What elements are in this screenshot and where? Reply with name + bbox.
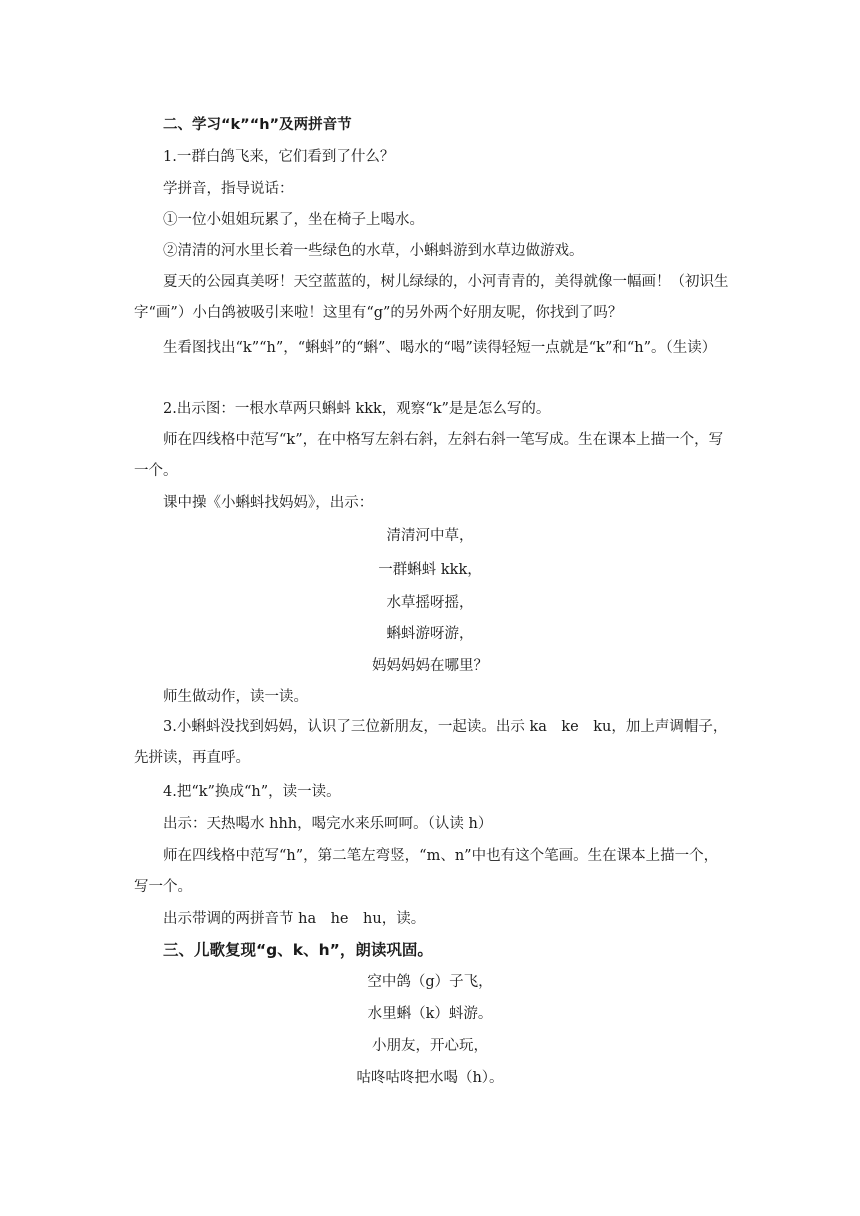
text-line: 出示：天热喝水 hhh，喝完水来乐呵呵。（认读 h） <box>163 816 493 832</box>
poem-line: 水草摇呀摇， <box>386 595 474 611</box>
paragraph: 师在四线格中范写“h”，第二笔左弯竖，“m、n”中也有这个笔画。生在课本上描一个，写一个。 <box>134 848 719 895</box>
paragraph: 师在四线格中范写“k”，在中格写左斜右斜，左斜右斜一笔写成。生在课本上描一个，写一个。 <box>134 432 724 479</box>
text-line: ②清清的河水里长着一些绿色的水草，小蝌蚪游到水草边做游戏。 <box>163 243 584 259</box>
text-line: 师生做动作，读一读。 <box>163 689 308 705</box>
poem-line: 清清河中草， <box>386 528 474 544</box>
poem-line: 水里蝌（k）蚪游。 <box>367 1006 493 1022</box>
poem-line: 妈妈妈妈在哪里？ <box>372 658 488 674</box>
text-line: 1.一群白鸽飞来，它们看到了什么？ <box>163 149 395 165</box>
text-line: 出示带调的两拼音节 ha he hu，读。 <box>163 911 426 927</box>
text-line: 学拼音，指导说话： <box>163 181 294 197</box>
poem-line: 咕咚咕咚把水喝（h）。 <box>356 1070 504 1086</box>
section-heading-3: 三、儿歌复现“g、k、h”，朗读巩固。 <box>163 941 433 959</box>
text-line: 课中操《小蝌蚪找妈妈》，出示： <box>163 495 374 511</box>
text-line: 2.出示图：一根水草两只蝌蚪 kkk，观察“k”是是怎么写的。 <box>163 401 551 417</box>
poem-line: 小朋友，开心玩， <box>372 1038 488 1054</box>
poem-line: 空中鸽（g）子飞， <box>367 974 493 990</box>
section-heading-2: 二、学习“k”“h”及两拼音节 <box>163 117 352 133</box>
paragraph: 生看图找出“k”“h”，“蝌蚪”的“蝌”、喝水的“喝”读得轻短一点就是“k”和“h”。（生读） <box>163 340 717 356</box>
poem-line: 蝌蚪游呀游， <box>386 626 474 642</box>
paragraph: 3.小蝌蚪没找到妈妈，认识了三位新朋友，一起读。出示 ka ke ku，加上声调帽子，先拼读，再直呼。 <box>134 719 728 766</box>
text-line: 4.把“k”换成“h”，读一读。 <box>163 784 341 800</box>
paragraph: 夏天的公园真美呀！天空蓝蓝的，树儿绿绿的，小河青青的，美得就像一幅画！（初识生字“画”）小白鸽被吸引来啦！这里有“g”的另外两个好朋友呢，你找到了吗？ <box>134 274 729 321</box>
poem-line: 一群蝌蚪 kkk， <box>378 562 482 578</box>
text-line: ①一位小姐姐玩累了，坐在椅子上喝水。 <box>163 212 424 228</box>
